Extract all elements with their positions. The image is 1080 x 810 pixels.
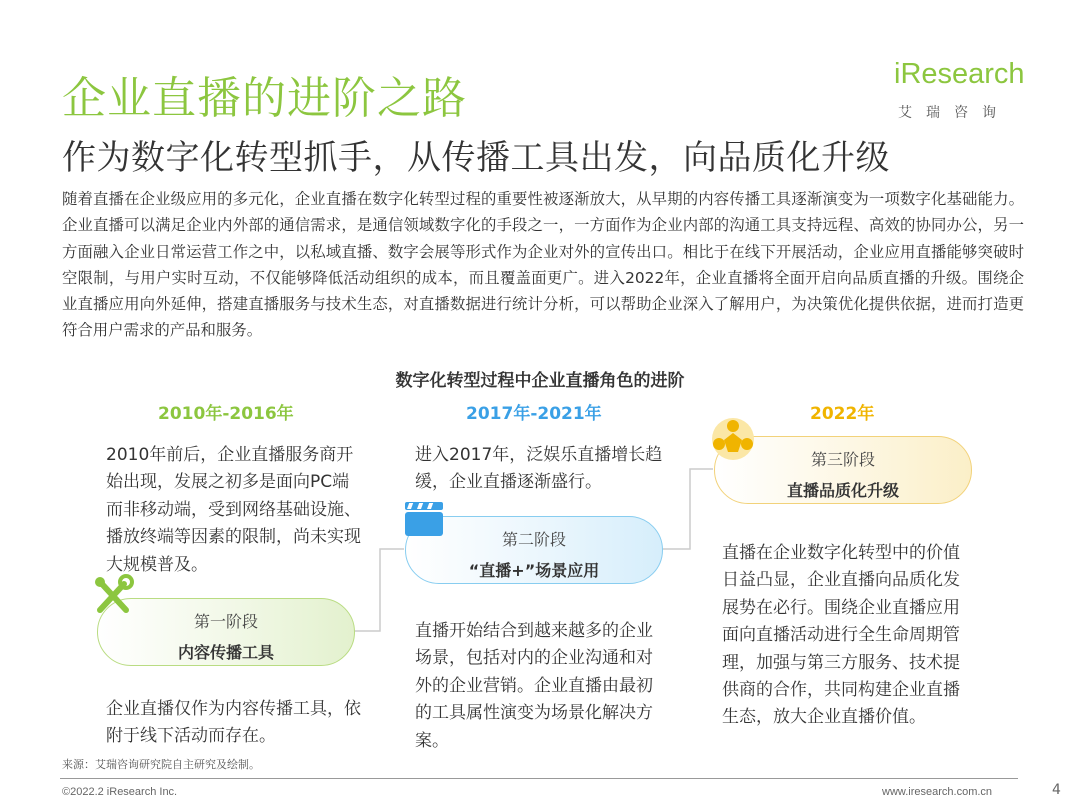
source-note: 来源：艾瑞咨询研究院自主研究及绘制。 [62, 758, 260, 771]
stage2-description: 直播开始结合到越来越多的企业场景，包括对内的企业沟通和对外的企业营销。企业直播由最初的工具属性演变为场景化解决方案。 [415, 621, 653, 751]
stage1-description: 企业直播仅作为内容传播工具，依附于线下活动而存在。 [106, 699, 361, 747]
stage2-period: 2017年-2021年 [466, 404, 602, 424]
stage1-period: 2010年-2016年 [158, 404, 294, 424]
page-number: 4 [1052, 782, 1061, 798]
stage2-name: “直播+”场景应用 [468, 561, 600, 580]
stage2-context: 进入2017年，泛娱乐直播增长趋缓，企业直播逐渐盛行。 [415, 445, 663, 493]
page-title: 企业直播的进阶之路 [62, 73, 467, 124]
footer-divider [60, 778, 1018, 779]
tools-icon [92, 574, 134, 618]
stage3-name: 直播品质化升级 [786, 481, 899, 500]
website-link[interactable]: www.iresearch.com.cn [882, 786, 993, 798]
iresearch-logo [888, 58, 1028, 126]
copyright: ©2022.2 iResearch Inc. [62, 786, 178, 798]
diagram-title: 数字化转型过程中企业直播角色的进阶 [395, 371, 685, 391]
stage2-label: 第二阶段 [501, 530, 566, 549]
stage3-period: 2022年 [810, 404, 875, 424]
stage3-description: 直播在企业数字化转型中的价值日益凸显，企业直播向品质化发展势在必行。围绕企业直播应用面向直播活动进行全生命周期管理，加强与第三方服务、技术提供商的合作，共同构建企业直播生态，放大企业直播价值。 [722, 543, 960, 728]
stage1-name: 内容传播工具 [177, 643, 274, 662]
stage1-label: 第一阶段 [193, 612, 258, 631]
logo-brand: iResearch [894, 58, 1025, 90]
team-icon [710, 416, 756, 462]
clapperboard-icon [402, 498, 446, 540]
page-subtitle: 作为数字化转型抓手，从传播工具出发，向品质化升级 [62, 138, 890, 178]
stage1-pill [97, 598, 355, 666]
intro-paragraph: 随着直播在企业级应用的多元化，企业直播在数字化转型过程的重要性被逐渐放大，从早期的内容传播工具逐渐演变为一项数字化基础能力。企业直播可以满足企业内外部的通信需求，是通信领域数字化的手段之一，一方面作为企业内部的沟通工具支持远程、高效的协同办公，另一方面融入企业日常运营工作之中，以私域直播、数字会展等形式作为企业对外的宣传出口。相比于在线下开展活动，企业应用直播能够突破时空限制，与用户实时互动，不仅能够降低活动组织的成本，而且覆盖面更广。进入2022年，企业直播将全面开启向品质直播的升级。围绕企业直播应用向外延伸，搭建直播服务与技术生态，对直播数据进行统计分析，可以帮助企业深入了解用户，为决策优化提供依据，进而打造更符合用户需求的产品和服务。 [62, 190, 1024, 340]
stage3-label: 第三阶段 [810, 450, 875, 469]
logo-chinese: 艾瑞咨询 [898, 105, 1010, 121]
stage1-context: 2010年前后，企业直播服务商开始出现，发展之初多是面向PC端而非移动端，受到网络基础设施、播放终端等因素的限制，尚未实现大规模普及。 [106, 445, 361, 575]
